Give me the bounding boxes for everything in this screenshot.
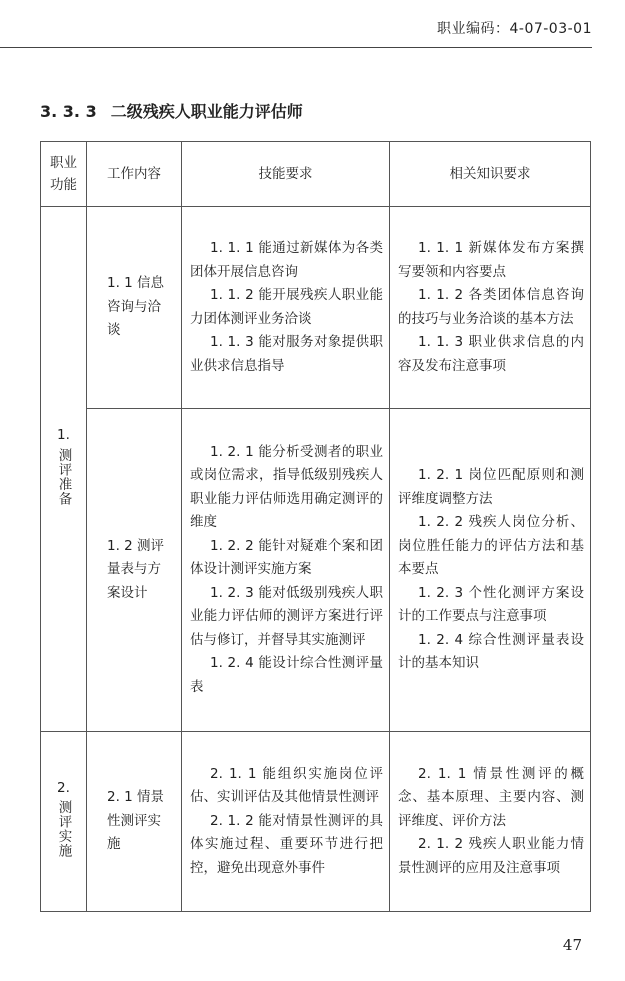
function-number: 2. [57,779,70,796]
skill-item: 2. 1. 2 能对情景性测评的具体实施过程、重要环节进行把控，避免出现意外事件 [190,812,383,876]
skill-item: 1. 1. 3 能对服务对象提供职业供求信息指导 [190,334,383,374]
knowledge-item: 1. 2. 3 个性化测评方案设计的工作要点与注意事项 [398,584,584,625]
knowledge-item: 2. 1. 2 残疾人职业能力情景性测评的应用及注意事项 [398,836,584,876]
function-name: 测评实施 [55,800,72,858]
section-number: 3. 3. 3 [40,102,97,121]
header-function [41,142,87,207]
header-function-line1: 职业 [50,155,77,171]
header-content: 工作内容 [87,142,182,207]
skill-item: 1. 2. 1 能分析受测者的职业或岗位需求，指导低级别残疾人职业能力评估师选用确定测评的维度 [190,443,383,531]
knowledge-item: 1. 1. 2 各类团体信息咨询的技巧与业务洽谈的基本方法 [398,287,584,327]
skill-item: 1. 2. 2 能针对疑难个案和团体设计测评实施方案 [190,537,383,578]
skill-item: 1. 1. 2 能开展残疾人职业能力团体测评业务洽谈 [190,287,383,327]
header-skills: 技能要求 [182,142,390,207]
competency-table [40,141,591,912]
knowledge-cell [390,732,591,912]
knowledge-cell [390,409,591,732]
section-title: 二级残疾人职业能力评估师 [110,102,303,121]
header-rule [0,47,592,48]
table-row [41,732,591,912]
function-cell-1 [41,207,87,732]
content-text: 1. 2 测评量表与方案设计 [107,537,165,601]
table-header-row [41,142,591,207]
table-row [41,207,591,409]
occupation-code: 职业编码：4-07-03-01 [436,21,592,37]
knowledge-cell [390,207,591,409]
skills-cell [182,207,390,409]
knowledge-item: 1. 2. 1 岗位匹配原则和测评维度调整方法 [398,467,584,507]
skill-item: 1. 2. 4 能设计综合性测评量表 [190,655,383,695]
knowledge-item: 1. 1. 1 新媒体发布方案撰写要领和内容要点 [398,240,584,280]
function-name: 测评准备 [55,447,72,506]
content-cell [87,207,182,409]
content-text: 2. 1 情景性测评实施 [107,789,165,853]
knowledge-item: 1. 2. 4 综合性测评量表设计的基本知识 [398,631,584,672]
skill-item: 2. 1. 1 能组织实施岗位评估、实训评估及其他情景性测评 [190,765,383,806]
skill-item: 1. 2. 3 能对低级别残疾人职业能力评估师的测评方案进行评估与修订，并督导其实施测评 [190,584,383,648]
content-text: 1. 1 信息咨询与洽谈 [107,275,165,339]
table-row [41,409,591,732]
header-knowledge: 相关知识要求 [390,142,591,207]
skill-item: 1. 1. 1 能通过新媒体为各类团体开展信息咨询 [190,240,383,280]
function-cell-2 [41,732,87,912]
knowledge-item: 2. 1. 1 情景性测评的概念、基本原理、主要内容、测评维度、评价方法 [398,765,584,829]
knowledge-item: 1. 1. 3 职业供求信息的内容及发布注意事项 [398,334,584,374]
skills-cell [182,409,390,732]
content-cell [87,409,182,732]
content-cell [87,732,182,912]
page-number: 47 [562,936,582,954]
function-number: 1. [57,427,70,443]
skills-cell [182,732,390,912]
section-heading [40,99,303,122]
header-function-line2: 功能 [50,177,77,193]
knowledge-item: 1. 2. 2 残疾人岗位分析、岗位胜任能力的评估方法和基本要点 [398,514,584,578]
